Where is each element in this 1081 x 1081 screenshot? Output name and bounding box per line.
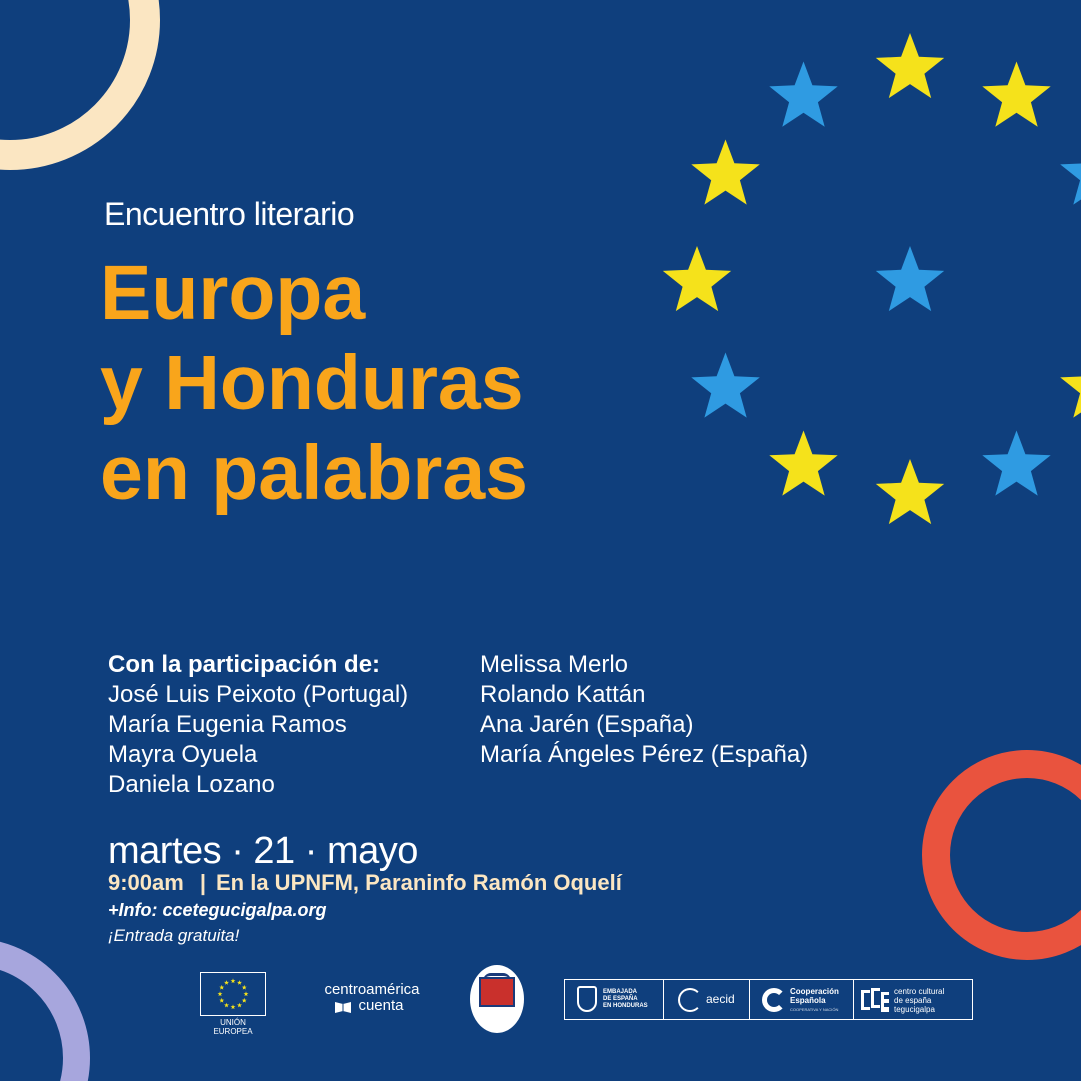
star-icon [219, 998, 224, 1003]
star-icon [242, 985, 247, 990]
aecid-c-icon [678, 988, 702, 1012]
eu-caption: UNIÓN EUROPEA [213, 1018, 253, 1036]
star-icon [769, 62, 837, 127]
logo-text-line-2: cuenta [358, 997, 404, 1014]
star-icon [237, 1003, 242, 1008]
star-icon [876, 459, 944, 524]
participant-name: Melissa Merlo [480, 651, 629, 678]
cce-mark-icon [860, 986, 890, 1014]
participant-name: María Ángeles Pérez (España) [480, 741, 809, 768]
participant-name: María Eugenia Ramos [108, 711, 347, 738]
star-icon [663, 246, 731, 311]
star-icon [691, 353, 760, 418]
spanish-cooperation-logos [564, 979, 973, 1020]
aecid-text: aecid [706, 992, 735, 1006]
star-icon [219, 985, 224, 990]
participant-name: Rolando Kattán [480, 681, 646, 708]
participants-column-2 [480, 650, 808, 770]
star-icon [224, 980, 229, 985]
star-icon [244, 991, 249, 996]
separator: | [199, 870, 206, 895]
event-title [100, 248, 528, 518]
star-icon [231, 1004, 236, 1009]
cooperacion-c-icon [762, 988, 786, 1012]
embajada-text: EMBAJADA DE ESPAÑA EN HONDURAS [603, 989, 648, 1009]
seal-emblem-icon [479, 977, 515, 1007]
title-line-3: en palabras [100, 430, 528, 516]
logo-text-line-1: centroamérica [324, 981, 420, 998]
participant-name: Mayra Oyuela [108, 741, 258, 768]
eu-logo [200, 972, 266, 1036]
star-icon [876, 246, 944, 311]
star-icon [224, 1003, 229, 1008]
participants-column-1 [108, 650, 408, 800]
title-line-2: y Honduras [100, 340, 524, 426]
centroamerica-cuenta-logo [316, 982, 428, 1014]
entry-note: ¡Entrada gratuita! [108, 926, 240, 945]
participant-name: Daniela Lozano [108, 771, 275, 798]
star-icon [1060, 353, 1081, 418]
upnfm-seal [470, 965, 524, 1033]
star-icon [231, 978, 236, 983]
event-venue: En la UPNFM, Paraninfo Ramón Oquelí [216, 870, 622, 895]
star-icon [218, 991, 223, 996]
star-icon [769, 431, 837, 496]
event-subtitle: Encuentro literario [104, 196, 355, 232]
title-line-1: Europa [100, 250, 366, 336]
star-icon [242, 998, 247, 1003]
participant-name: Ana Jarén (España) [480, 711, 694, 738]
event-date: martes · 21 · mayo [108, 830, 418, 872]
aecid-logo [664, 980, 750, 1019]
embajada-logo [565, 980, 664, 1019]
star-icon [982, 431, 1050, 496]
star-icon [691, 140, 760, 205]
eu-flag-icon [200, 972, 266, 1016]
star-icon [237, 980, 242, 985]
cooperacion-text: Cooperación Española [790, 987, 839, 1005]
star-icon [1060, 140, 1081, 205]
coat-of-arms-icon [577, 986, 597, 1012]
star-icon [876, 33, 944, 98]
event-time: 9:00am [108, 870, 184, 895]
star-icon [982, 62, 1050, 127]
participants-heading: Con la participación de: [108, 651, 381, 678]
cooperacion-espanola-logo [750, 980, 854, 1019]
open-book-icon [334, 1000, 352, 1014]
centro-cultural-text: centro cultural de españa tegucigalpa [894, 987, 945, 1014]
participant-name: José Luis Peixoto (Portugal) [108, 681, 409, 708]
event-time-venue [108, 870, 622, 896]
centro-cultural-logo [854, 980, 972, 1019]
info-link[interactable]: +Info: ccetegucigalpa.org [108, 900, 327, 920]
cooperacion-subtext: COOPERATIVA Y NACIÓN [790, 1007, 839, 1012]
